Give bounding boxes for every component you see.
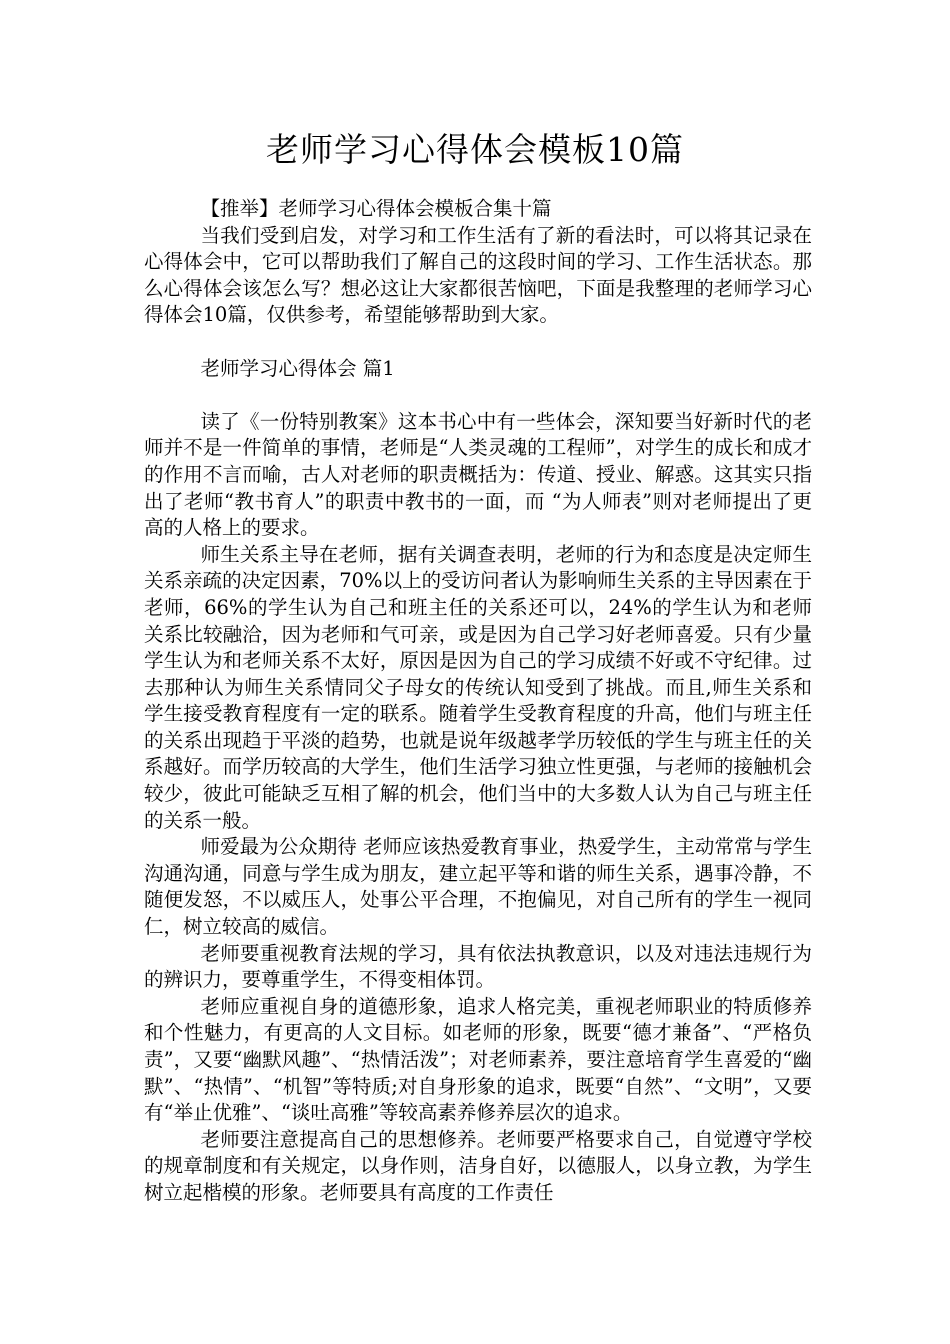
body-paragraph: 师爱最为公众期待 老师应该热爱教育事业，热爱学生，主动常常与学生沟通沟通，同意与学生成为朋友，建立起平等和谐的师生关系，遇事冷静，不随便发怒，不以威压人，处事公平合理，不抱偏见，对自己所有的学生一视同仁，树立较高的威信。 <box>144 835 812 939</box>
body-paragraph: 老师要重视教育法规的学习，具有依法执教意识，以及对违法违规行为的辨识力，要尊重学生，不得变相体罚。 <box>144 941 812 992</box>
body-paragraph: 老师要注意提高自己的思想修养。老师要严格要求自己，自觉遵守学校的规章制度和有关规定，以身作则，洁身自好，以德服人，以身立教，为学生树立起楷模的形象。老师要具有高度的工作责任 <box>144 1127 812 1204</box>
body-paragraph: 老师应重视自身的道德形象，追求人格完美，重视老师职业的特质修养和个性魅力，有更高的人文目标。如老师的形象，既要“德才兼备”、“严格负责”，又要“幽默风趣”、“热情活泼”；对老师素养，要注意培育学生喜爱的“幽默”、“热情”、“机智”等特质;对自身形象的追求，既要“自然”、“文明”，又要有“举止优雅”、“谈吐高雅”等较高素养修养层次的追求。 <box>144 994 812 1125</box>
document-title: 老师学习心得体会模板10篇 <box>266 130 684 169</box>
body-paragraph: 读了《一份特别教案》这本书心中有一些体会，深知要当好新时代的老师并不是一件简单的事情，老师是“人类灵魂的工程师”，对学生的成长和成才的作用不言而喻，古人对老师的职责概括为：传道、授业、解惑。这其实只指出了老师“教书育人”的职责中教书的一面，而 “为人师表”则对老师提出了更高的人格上的要求。 <box>144 409 812 540</box>
body-paragraph: 师生关系主导在老师，据有关调查表明，老师的行为和态度是决定师生关系亲疏的决定因素，70%以上的受访问者认为影响师生关系的主导因素在于老师，66%的学生认为自己和班主任的关系还可以，24%的学生认为和老师关系比较融洽，因为老师和气可亲，或是因为自己学习好老师喜爱。只有少量学生认为和老师关系不太好，原因是因为自己的学习成绩不好或不守纪律。过去那种认为师生关系情同父子母女的传统认知受到了挑战。而且,师生关系和学生接受教育程度有一定的联系。随着学生受教育程度的升高，他们与班主任的关系出现趋于平淡的趋势，也就是说年级越孝学历较低的学生与班主任的关系越好。而学历较高的大学生，他们生活学习独立性更强，与老师的接触机会较少，彼此可能缺乏互相了解的机会，他们当中的大多数人认为自己与班主任的关系一般。 <box>144 542 812 832</box>
section-heading: 老师学习心得体会 篇1 <box>200 356 395 380</box>
spacer <box>144 329 812 356</box>
intro-heading: 【推举】老师学习心得体会模板合集十篇 <box>200 197 552 220</box>
spacer <box>144 382 812 409</box>
intro-paragraph: 当我们受到启发，对学习和工作生活有了新的看法时，可以将其记录在心得体会中，它可以帮助我们了解自己的这段时间的学习、工作生活状态。那么心得体会该怎么写？想必这让大家都很苦恼吧，下面是我整理的老师学习心得体会10篇，仅供参考，希望能够帮助到大家。 <box>144 223 812 327</box>
document-body <box>144 196 812 1207</box>
